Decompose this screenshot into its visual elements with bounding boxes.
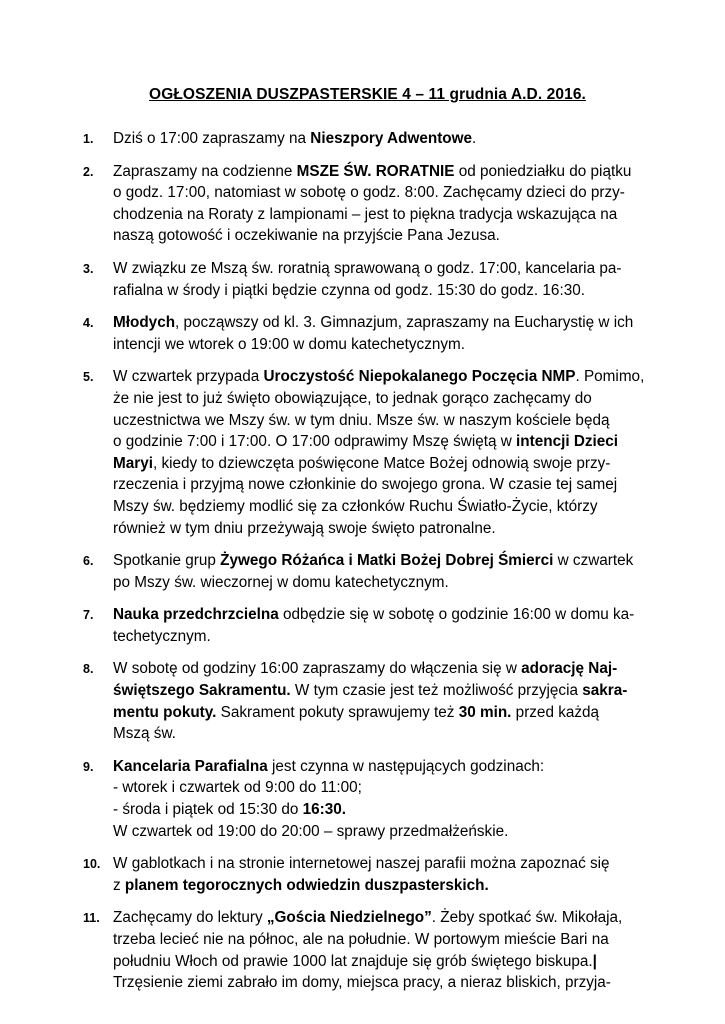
- item-number: 3.: [83, 261, 94, 276]
- item-text: [113, 258, 655, 301]
- text-run: o godzinie 7:00 i 17:00. O 17:00 odprawimy Mszę świętą w: [113, 433, 517, 451]
- item-text: [113, 550, 655, 593]
- text-run: przed każdą: [511, 703, 600, 721]
- text-run: rzeczenia i przyjmą nowe członkinie do swojego grona. W czasie tej samej: [113, 476, 618, 494]
- announcement-item: [80, 658, 655, 744]
- announcement-item: [80, 366, 655, 539]
- text-run: Dziś o 17:00 zapraszamy na: [113, 130, 311, 147]
- text-run: od poniedziałku do piątku: [454, 162, 632, 180]
- text-run: południu Włoch od prawie 1000 lat znajduje się grób świętego biskupa.: [113, 952, 593, 970]
- item-number: 6.: [83, 554, 94, 569]
- bold-text-run: mentu pokuty.: [113, 703, 217, 721]
- item-number: 8.: [83, 662, 94, 677]
- text-run: chodzenia na Roraty z lampionami – jest to piękna tradycja wskazująca na: [113, 205, 618, 223]
- item-number: 7.: [83, 608, 94, 623]
- bold-text-run: Kancelaria Parafialna: [113, 757, 268, 775]
- announcement-item: [80, 907, 655, 993]
- page-title: OGŁOSZENIA DUSZPASTERSKIE 4 – 11 grudnia A.D. 2016.: [149, 86, 586, 103]
- text-run: W związku ze Mszą św. roratnią sprawowaną o godz. 17:00, kancelaria pa-: [113, 259, 622, 277]
- announcement-item: [80, 258, 655, 301]
- text-run: trzeba lecieć nie na północ, ale na południe. W portowym mieście Bari na: [113, 931, 609, 948]
- bold-text-run: Nieszpory Adwentowe: [310, 130, 473, 147]
- item-number: 1.: [83, 132, 94, 146]
- announcement-item: [80, 853, 655, 896]
- text-run: o godz. 17:00, natomiast w sobotę o godz. 8:00. Zachęcamy dzieci do przy-: [113, 184, 625, 202]
- bold-text-run: MSZE ŚW. RORATNIE: [296, 162, 455, 180]
- text-run: Mszą św.: [113, 725, 176, 743]
- text-run: Spotkanie grup: [113, 552, 221, 570]
- text-run: po Mszy św. wieczornej w domu katechetycznym.: [113, 573, 449, 591]
- text-run: w czwartek: [553, 552, 634, 570]
- text-run: Trzęsienie ziemi zabrało im domy, miejsca pracy, a nieraz bliskich, przyja-: [113, 974, 611, 992]
- announcement-list: [80, 128, 655, 994]
- text-run: .: [472, 130, 477, 147]
- bold-text-run: Żywego Różańca i Matki Bożej Dobrej Śmierci: [220, 552, 554, 570]
- bold-text-run: intencji Dzieci: [516, 433, 619, 451]
- text-run: W tym czasie jest też możliwość przyjęcia: [290, 682, 583, 700]
- bold-text-run: adorację Naj-: [521, 660, 618, 678]
- item-text: [113, 366, 655, 539]
- text-run: uczestnictwa we Mszy św. w tym dniu. Msze św. w naszym kościele będą: [113, 411, 610, 429]
- announcement-item: [80, 756, 655, 842]
- announcement-item: [80, 550, 655, 593]
- text-run: , kiedy to dziewczęta poświęcone Matce Bożej odnowią swoje przy-: [152, 454, 611, 472]
- item-text: [113, 756, 655, 842]
- text-run: . Żeby spotkać św. Mikołaja,: [431, 909, 623, 927]
- announcement-item: [80, 604, 655, 647]
- announcement-item: [80, 161, 655, 247]
- item-number: 2.: [83, 164, 94, 179]
- text-run: W czwartek przypada: [113, 368, 264, 386]
- announcement-item: [80, 128, 655, 150]
- item-number: 11.: [83, 911, 100, 926]
- bold-text-run: planem tegorocznych odwiedzin duszpasterskich.: [124, 876, 489, 894]
- bold-text-run: sakra-: [582, 682, 628, 700]
- bold-text-run: Nauka przedchrzcielna: [113, 606, 279, 624]
- text-run: jest czynna w następujących godzinach:: [267, 757, 545, 775]
- item-text: [113, 312, 655, 355]
- text-run: odbędzie się w sobotę o godzinie 16:00 w domu ka-: [278, 606, 635, 624]
- bold-text-run: Młodych: [113, 314, 176, 332]
- text-run: rafialna w środy i piątki będzie czynna od godz. 15:30 do godz. 16:30.: [113, 281, 585, 299]
- text-run: Zapraszamy na codzienne: [113, 162, 297, 180]
- text-run: W gablotkach i na stronie internetowej naszej parafii można zapoznać się: [113, 855, 610, 873]
- item-text: [113, 604, 655, 647]
- text-run: również w tym dniu przeżywają swoje święto patronalne.: [113, 519, 496, 537]
- text-run: Zachęcamy do lektury: [113, 909, 267, 927]
- item-text: [113, 161, 655, 247]
- bold-text-run: Uroczystość Niepokalanego Poczęcia NMP: [263, 368, 576, 386]
- bold-text-run: |: [592, 952, 597, 970]
- text-run: - środa i piątek od 15:30 do: [113, 801, 303, 819]
- text-run: Mszy św. będziemy modlić się za członków Ruchu Światło-Życie, którzy: [113, 497, 598, 515]
- item-text: [113, 128, 655, 150]
- item-text: [113, 907, 655, 993]
- announcement-item: [80, 312, 655, 355]
- text-run: naszą gotowość i oczekiwanie na przyjście Pana Jezusa.: [113, 227, 500, 245]
- bold-text-run: świętszego Sakramentu.: [113, 682, 291, 700]
- text-run: W czwartek od 19:00 do 20:00 – sprawy przedmałżeńskie.: [113, 822, 509, 840]
- text-run: techetycznym.: [113, 627, 211, 645]
- bold-text-run: „Gościa Niedzielnego”: [266, 909, 432, 927]
- item-number: 10.: [83, 857, 101, 872]
- text-run: W sobotę od godziny 16:00 zapraszamy do włączenia się w: [113, 660, 522, 678]
- item-text: [113, 853, 655, 896]
- bold-text-run: 16:30.: [302, 801, 347, 819]
- text-run: . Pomimo,: [575, 368, 645, 386]
- text-run: że nie jest to już święto obowiązujące, to jednak gorąco zachęcamy do: [113, 389, 592, 407]
- bold-text-run: Maryi: [113, 454, 153, 472]
- bold-text-run: 30 min.: [458, 703, 512, 721]
- text-run: , począwszy od kl. 3. Gimnazjum, zapraszamy na Eucharystię w ich: [175, 314, 634, 332]
- text-run: z: [113, 876, 125, 894]
- item-number: 4.: [83, 316, 94, 331]
- text-run: - wtorek i czwartek od 9:00 do 11:00;: [113, 779, 362, 797]
- item-number: 5.: [83, 370, 94, 385]
- item-number: 9.: [83, 759, 94, 774]
- text-run: Sakrament pokuty sprawujemy też: [216, 703, 459, 721]
- text-run: intencji we wtorek o 19:00 w domu katechetycznym.: [113, 335, 465, 353]
- item-text: [113, 658, 655, 744]
